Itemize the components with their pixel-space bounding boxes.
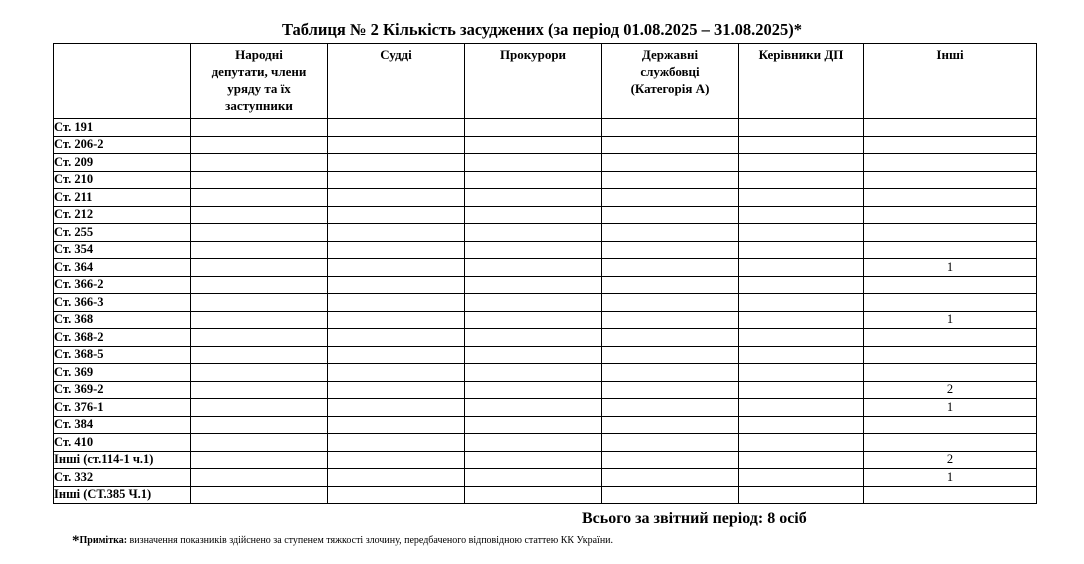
table-cell [864, 329, 1037, 347]
table-cell [191, 259, 328, 277]
table-cell [328, 276, 465, 294]
table-cell [602, 399, 739, 417]
table-cell: 1 [864, 311, 1037, 329]
table-cell [602, 311, 739, 329]
row-label: Ст. 384 [54, 416, 191, 434]
table-cell [739, 119, 864, 137]
table-cell [191, 311, 328, 329]
table-row [54, 381, 1037, 399]
table-cell [739, 469, 864, 487]
header-line: Народні [235, 47, 283, 62]
row-label: Ст. 369 [54, 364, 191, 382]
table-cell [191, 119, 328, 137]
table-cell [602, 451, 739, 469]
table-cell [465, 154, 602, 172]
table-cell [864, 189, 1037, 207]
table-cell [465, 486, 602, 504]
table-cell [191, 486, 328, 504]
table-cell [864, 224, 1037, 242]
table-cell [191, 346, 328, 364]
table-cell [864, 136, 1037, 154]
table-cell [739, 451, 864, 469]
table-cell [739, 381, 864, 399]
header-line: Прокурори [499, 47, 567, 62]
table-cell [465, 294, 602, 312]
table-cell [328, 451, 465, 469]
table-cell [864, 346, 1037, 364]
table-cell [602, 381, 739, 399]
table-cell [739, 294, 864, 312]
table-cell [465, 434, 602, 452]
table-cell [602, 434, 739, 452]
header-prosecutors [465, 44, 602, 119]
row-label: Ст. 209 [54, 154, 191, 172]
table-cell [602, 224, 739, 242]
table-cell [602, 346, 739, 364]
row-label: Ст. 366-2 [54, 276, 191, 294]
header-line: (Категорія А) [630, 81, 710, 96]
table-cell [739, 224, 864, 242]
table-cell [465, 136, 602, 154]
table-cell [465, 276, 602, 294]
row-label: Ст. 376-1 [54, 399, 191, 417]
table-cell [602, 171, 739, 189]
table-cell [465, 224, 602, 242]
table-row [54, 399, 1037, 417]
table-cell [328, 154, 465, 172]
table-row [54, 189, 1037, 207]
table-cell [739, 399, 864, 417]
table-cell [191, 206, 328, 224]
table-row [54, 276, 1037, 294]
table-row [54, 171, 1037, 189]
table-cell [739, 259, 864, 277]
table-cell [191, 171, 328, 189]
table-cell [328, 136, 465, 154]
table-cell [465, 346, 602, 364]
table-cell [328, 224, 465, 242]
table-cell [739, 154, 864, 172]
table-row [54, 329, 1037, 347]
table-cell [602, 364, 739, 382]
table-row [54, 119, 1037, 137]
table-cell [191, 136, 328, 154]
table-cell [191, 416, 328, 434]
table-cell [191, 434, 328, 452]
table-cell [465, 259, 602, 277]
table-cell [191, 189, 328, 207]
row-label: Ст. 369-2 [54, 381, 191, 399]
table-row [54, 259, 1037, 277]
table-cell [739, 206, 864, 224]
table-cell [328, 119, 465, 137]
table-cell [602, 206, 739, 224]
row-label: Ст. 332 [54, 469, 191, 487]
header-line: Державні [641, 47, 699, 62]
table-row [54, 294, 1037, 312]
table-row [54, 311, 1037, 329]
table-cell [864, 206, 1037, 224]
table-cell [602, 136, 739, 154]
table-row [54, 451, 1037, 469]
table-cell [328, 241, 465, 259]
table-cell [465, 189, 602, 207]
row-label: Ст. 368-2 [54, 329, 191, 347]
table-cell [864, 171, 1037, 189]
table-cell [602, 469, 739, 487]
header-civil-servants [602, 44, 739, 119]
table-cell [328, 469, 465, 487]
table-cell [191, 451, 328, 469]
header-line: Судді [380, 47, 412, 62]
footnote-star: * [72, 533, 80, 549]
table-cell [739, 364, 864, 382]
header-state-enterprise-heads [739, 44, 864, 119]
table-row [54, 364, 1037, 382]
table-row [54, 434, 1037, 452]
table-cell [328, 364, 465, 382]
table-cell [328, 189, 465, 207]
table-cell [191, 276, 328, 294]
row-label: Ст. 354 [54, 241, 191, 259]
table-cell [191, 399, 328, 417]
table-row [54, 206, 1037, 224]
table-cell [864, 486, 1037, 504]
table-cell [602, 189, 739, 207]
table-cell [602, 329, 739, 347]
table-cell: 1 [864, 469, 1037, 487]
table-cell [864, 416, 1037, 434]
table-cell [328, 171, 465, 189]
header-empty [54, 44, 191, 119]
total-summary: Всього за звітний період: 8 осіб [582, 510, 807, 527]
row-label: Ст. 206-2 [54, 136, 191, 154]
table-cell [739, 329, 864, 347]
row-label: Ст. 410 [54, 434, 191, 452]
table-cell [328, 346, 465, 364]
header-row [54, 44, 1037, 119]
table-cell [739, 171, 864, 189]
table-cell [602, 154, 739, 172]
table-cell [739, 311, 864, 329]
table-row [54, 241, 1037, 259]
table-cell [191, 294, 328, 312]
table-cell: 1 [864, 399, 1037, 417]
table-cell [602, 119, 739, 137]
header-line: заступники [225, 98, 293, 113]
header-line: Інші [936, 47, 964, 62]
table-row [54, 346, 1037, 364]
table-cell [465, 451, 602, 469]
table-cell [465, 171, 602, 189]
header-line: службовці [640, 64, 700, 79]
table-cell [328, 416, 465, 434]
header-line: депутати, члени [211, 64, 307, 79]
header-deputies [191, 44, 328, 119]
table-cell [328, 294, 465, 312]
table-cell [739, 189, 864, 207]
table-cell [864, 294, 1037, 312]
footnote [72, 533, 613, 549]
table-row [54, 486, 1037, 504]
table-cell [191, 154, 328, 172]
table-cell: 1 [864, 259, 1037, 277]
table-cell [328, 259, 465, 277]
table-cell [864, 276, 1037, 294]
table-cell [739, 276, 864, 294]
row-label: Ст. 210 [54, 171, 191, 189]
footnote-label: Примітка: [79, 535, 128, 546]
table-cell [739, 346, 864, 364]
table-cell [602, 241, 739, 259]
table-cell [864, 434, 1037, 452]
table-row [54, 154, 1037, 172]
table-cell [602, 276, 739, 294]
table-cell [739, 434, 864, 452]
header-line: уряду та їх [227, 81, 291, 96]
header-others [864, 44, 1037, 119]
row-label: Ст. 211 [54, 189, 191, 207]
table-cell [602, 294, 739, 312]
header-judges [328, 44, 465, 119]
table-cell [465, 381, 602, 399]
row-label: Ст. 368-5 [54, 346, 191, 364]
table-cell [465, 206, 602, 224]
row-label: Ст. 366-3 [54, 294, 191, 312]
table-cell [864, 119, 1037, 137]
table-cell [328, 486, 465, 504]
table-row [54, 224, 1037, 242]
table-title: Таблиця № 2 Кількість засуджених (за період 01.08.2025 – 31.08.2025)* [281, 20, 803, 39]
table-cell [465, 241, 602, 259]
table-cell: 2 [864, 451, 1037, 469]
table-cell [465, 311, 602, 329]
table-row [54, 136, 1037, 154]
row-label: Інші (СТ.385 Ч.1) [54, 486, 191, 504]
convictions-table [53, 43, 1037, 504]
table-cell [191, 469, 328, 487]
table-cell [328, 399, 465, 417]
table-cell [191, 224, 328, 242]
row-label: Ст. 191 [54, 119, 191, 137]
table-cell [465, 364, 602, 382]
table-cell [739, 486, 864, 504]
table-cell [328, 311, 465, 329]
table-cell [465, 329, 602, 347]
header-line: Керівники ДП [758, 47, 844, 62]
table-cell [602, 486, 739, 504]
table-cell [191, 364, 328, 382]
table-cell [191, 329, 328, 347]
footnote-text: визначення показників здійснено за ступенем тяжкості злочину, передбаченого відповідною статтею КК України. [129, 535, 614, 546]
table-cell [864, 154, 1037, 172]
table-cell [191, 241, 328, 259]
table-cell [465, 399, 602, 417]
table-cell [602, 259, 739, 277]
table-cell [328, 206, 465, 224]
table-cell [328, 381, 465, 399]
row-label: Інші (ст.114-1 ч.1) [54, 451, 191, 469]
row-label: Ст. 364 [54, 259, 191, 277]
table-cell [328, 329, 465, 347]
row-label: Ст. 255 [54, 224, 191, 242]
table-cell [739, 241, 864, 259]
table-cell [328, 434, 465, 452]
table-cell [465, 119, 602, 137]
table-cell: 2 [864, 381, 1037, 399]
table-cell [739, 416, 864, 434]
table-cell [864, 241, 1037, 259]
table-cell [739, 136, 864, 154]
table-row [54, 469, 1037, 487]
table-cell [191, 381, 328, 399]
row-label: Ст. 212 [54, 206, 191, 224]
table-cell [465, 469, 602, 487]
table-cell [864, 364, 1037, 382]
table-row [54, 416, 1037, 434]
row-label: Ст. 368 [54, 311, 191, 329]
table-cell [602, 416, 739, 434]
table-cell [465, 416, 602, 434]
